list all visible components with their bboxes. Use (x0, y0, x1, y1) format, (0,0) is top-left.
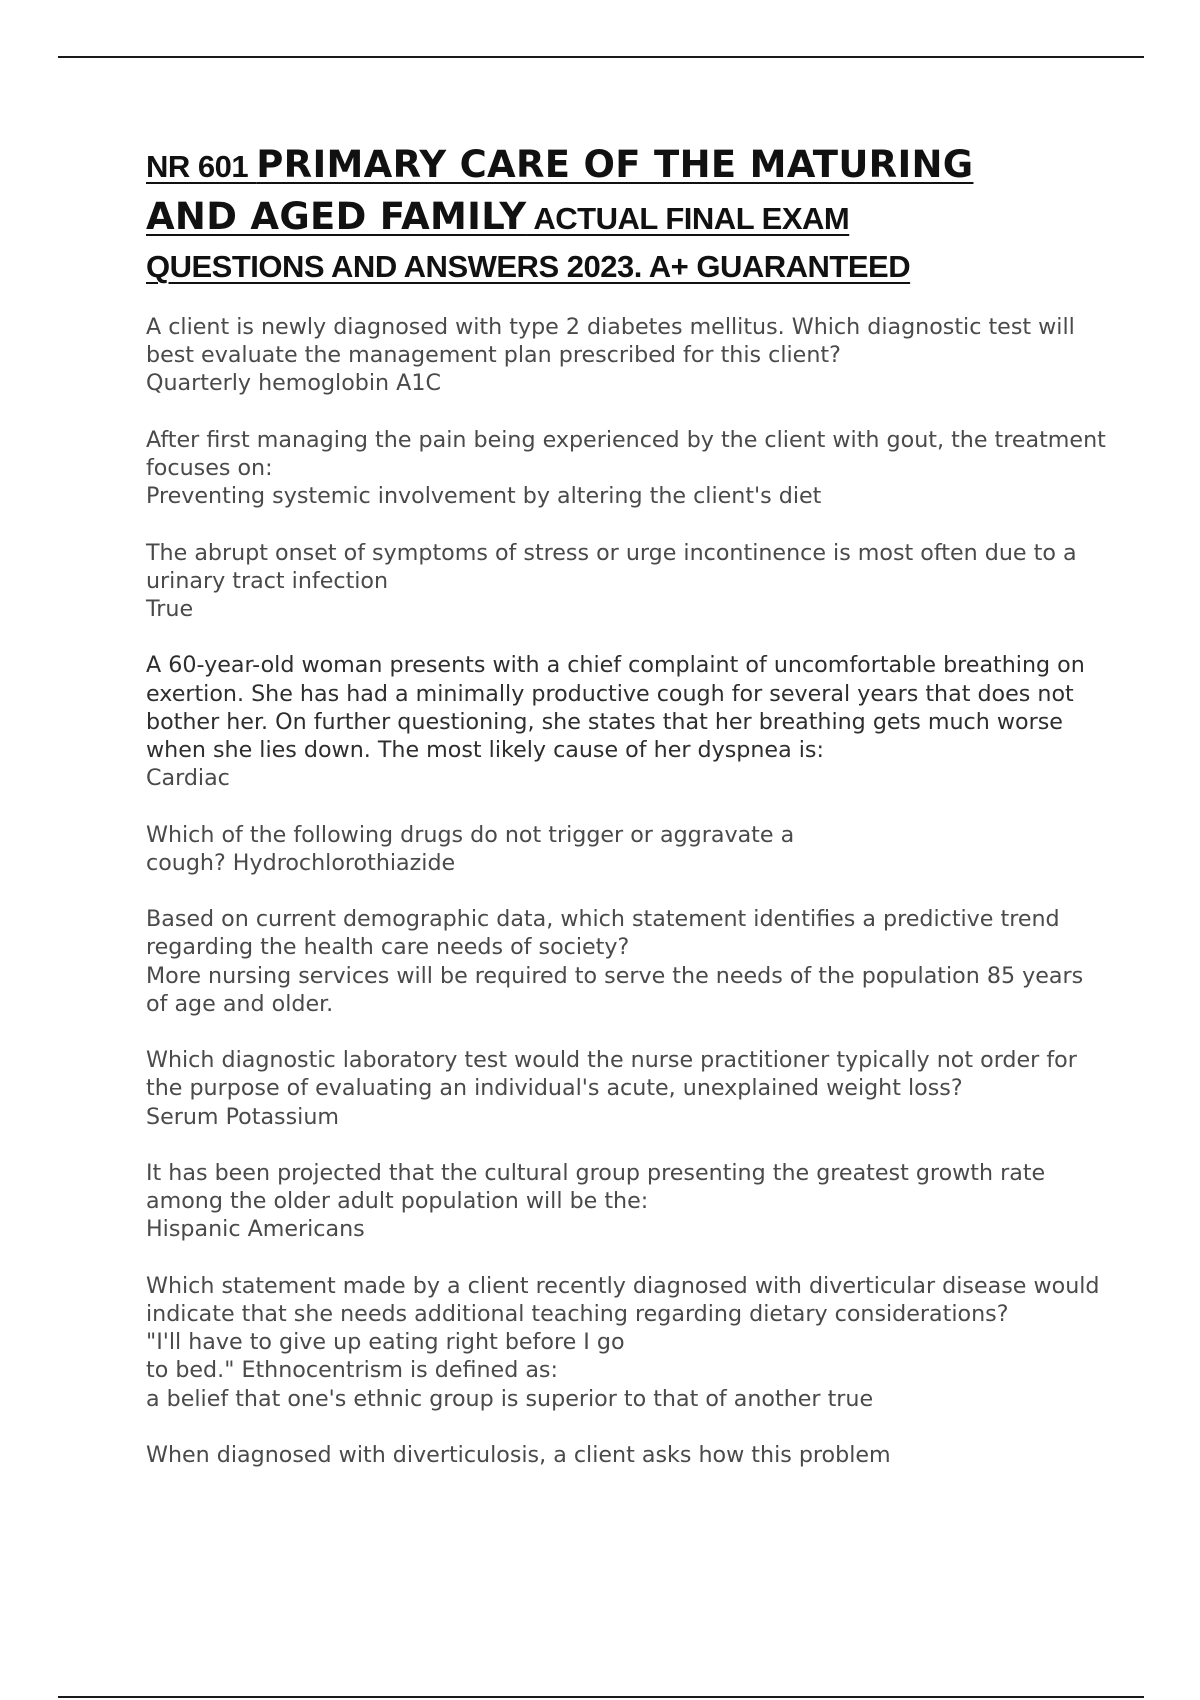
qa-item (146, 1046, 1106, 1131)
qa-item (146, 1272, 1106, 1413)
qa-item (146, 313, 1106, 398)
title-subtitle: QUESTIONS AND ANSWERS 2023. A+ GUARANTEED (146, 249, 911, 284)
answer-text: Hispanic Americans (146, 1216, 365, 1243)
top-rule (58, 56, 1144, 58)
answer-text: Preventing systemic involvement by altering the client's diet (146, 483, 822, 510)
qa-item (146, 651, 1106, 792)
qa-item (146, 539, 1106, 624)
title-course-name-line2: AND AGED FAMILY (146, 195, 527, 238)
question-text: After first managing the pain being experienced by the client with gout, the treatment focuses on: (146, 426, 1106, 481)
document-title (146, 140, 1106, 292)
answer-text: Serum Potassium (146, 1103, 340, 1130)
question-text: Based on current demographic data, which statement identifies a predictive trend regarding the health care needs of society? (146, 906, 1060, 961)
question-text: When diagnosed with diverticulosis, a client asks how this problem (146, 1441, 891, 1468)
answer-text: Cardiac (146, 765, 230, 792)
answer-text: "I'll have to give up eating right before I go (146, 1329, 625, 1356)
answer-text: Quarterly hemoglobin A1C (146, 370, 441, 397)
answer-text: True (146, 596, 194, 622)
title-course-name-line1: PRIMARY CARE OF THE MATURING (256, 143, 974, 186)
bottom-rule (58, 1696, 1144, 1698)
question-text: It has been projected that the cultural group presenting the greatest growth rate among the older adult population will be the: (146, 1159, 1046, 1215)
qa-list (146, 313, 1106, 1497)
question-text: Which statement made by a client recently diagnosed with diverticular disease would indicate that she needs additional teaching regarding dietary considerations? (146, 1272, 1100, 1327)
title-exam-label: ACTUAL FINAL EXAM (526, 201, 850, 236)
answer-text: More nursing services will be required to serve the needs of the population 85 years of age and older. (146, 962, 1084, 1017)
answer-text: a belief that one's ethnic group is superior to that of another true (146, 1385, 874, 1412)
qa-item (146, 1159, 1106, 1244)
question-text: A client is newly diagnosed with type 2 diabetes mellitus. Which diagnostic test will best evaluate the management plan prescribed for this client? (146, 314, 1075, 369)
answer-text: to bed." Ethnocentrism is defined as: (146, 1357, 558, 1384)
question-text: The abrupt onset of symptoms of stress or urge incontinence is most often due to a urinary tract infection (146, 539, 1077, 594)
qa-item (146, 821, 1106, 877)
question-text: Which diagnostic laboratory test would the nurse practitioner typically not order for the purpose of evaluating an individual's acute, unexplained weight loss? (146, 1047, 1077, 1102)
qa-item (146, 1441, 1106, 1469)
title-course-code: NR 601 (146, 149, 257, 184)
qa-item (146, 426, 1106, 511)
question-text: A 60-year-old woman presents with a chief complaint of uncomfortable breathing on exertion. She has had a minimally productive cough for several years that does not bother her. On further questioning, she states that her breathing gets much worse when she lies down. The most likely cause of her dyspnea is: (146, 652, 1085, 763)
answer-text: cough? Hydrochlorothiazide (146, 849, 456, 876)
question-text: Which of the following drugs do not trigger or aggravate a (146, 821, 795, 848)
qa-item (146, 905, 1106, 1018)
